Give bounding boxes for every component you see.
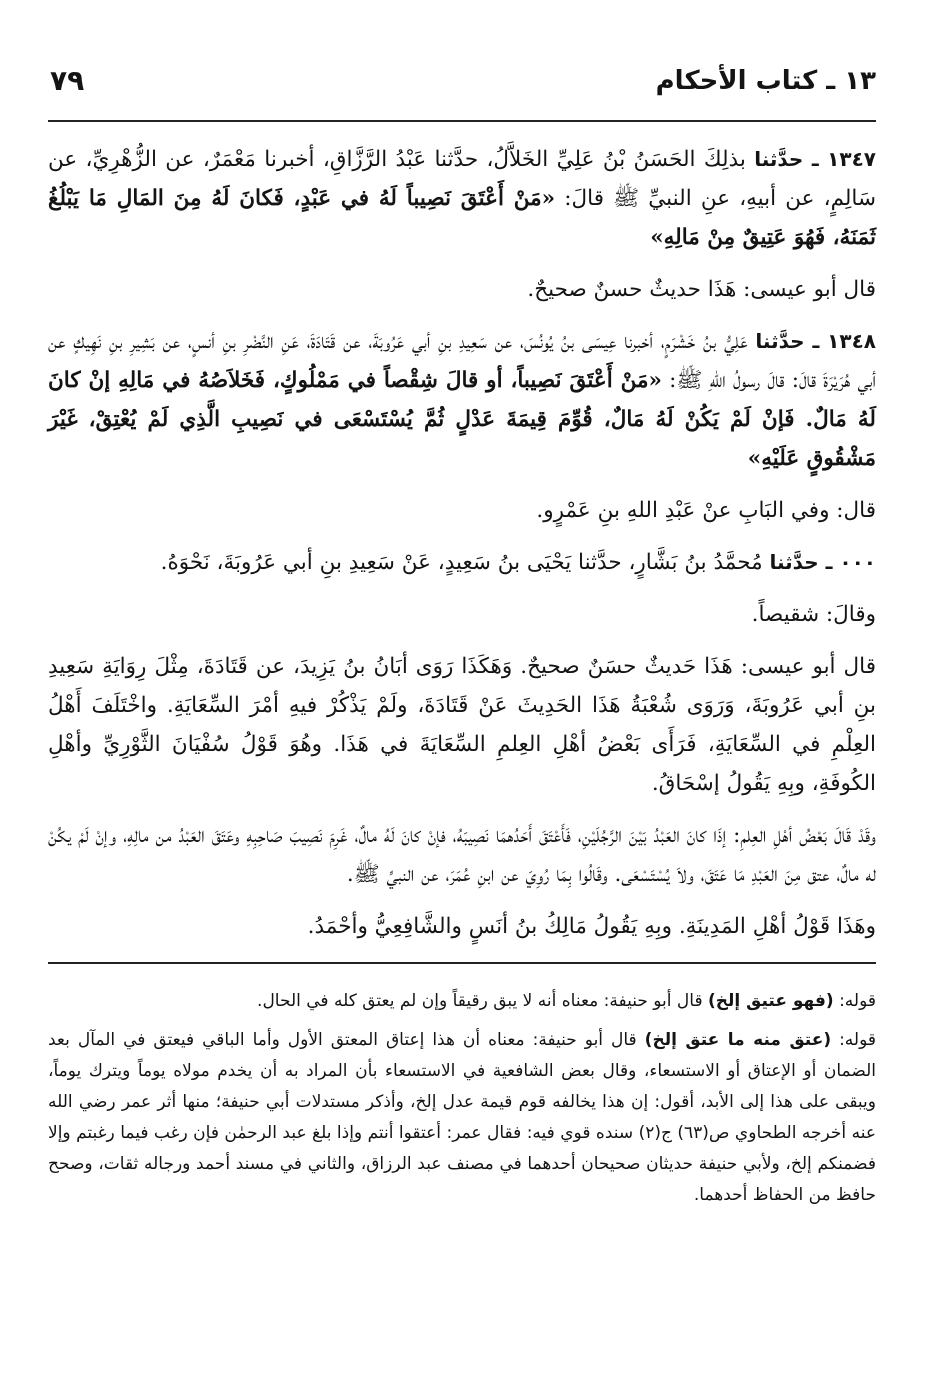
hadith-1348 — [48, 322, 876, 478]
footnote-tag: (فهو عتيق إلخ) — [707, 991, 834, 1011]
commentary-paragraph: قال أبو عيسى: هَذَا حَديثٌ حسَنٌ صحيحٌ. وَهَكَذَا رَوَى أبَانُ بنُ يَزِيدَ، عن قَتَادَةَ، مِثْلَ رِوَايَةِ سَعِيدِ بنِ أبي عَرُوبَةَ، وَرَوَى شُعْبَةُ هَذَا الحَدِيثَ عَنْ قَتَادَةَ، ولَمْ يَذْكُرْ فيهِ أمْرَ السِّعَايَةِ. واخْتَلَفَ أَهْلُ العِلْمِ في السِّعَايَةِ، فَرَأَى بَعْضُ أهْلِ العِلمِ السِّعَايَةَ في هَذَا. وهُوَ قَوْلُ سُفْيَانَ الثَّوْرِيِّ وأهْلِ الكُوفَةِ، وبِهِ يَقُولُ إسْحَاقُ. — [48, 654, 876, 796]
footnote — [48, 986, 876, 1017]
bab-note: قال: وفي البَابِ عنْ عَبْدِ اللهِ بنِ عَمْرٍو. — [536, 498, 876, 523]
footnote-text: قال أبو حنيفة: معناه أنه لا يبق رقيقاً وإن لم يعتق كله في الحال. — [257, 991, 703, 1011]
footnotes — [48, 986, 876, 1211]
wa-qala-note: وقالَ: شقيصاً. — [751, 602, 876, 627]
hadith-isnad: بذلِكَ الحَسَنُ بْنُ عَلِيِّ الخَلاَّلُ، حدَّثنا عَبْدُ الرَّزَّاقِ، أخبرنا مَعْمَرٌ، عن الزُّهْرِيِّ، عن سَالِمٍ، عن أبيهِ، عنِ النبيِّ ﷺ قالَ: — [48, 147, 876, 211]
footnote-prefix: قوله: — [839, 991, 876, 1011]
grading-note: قال أبو عيسى: هَذَا حديثٌ حسنٌ صحيحٌ. — [527, 277, 876, 302]
footnote-text: قال أبو حنيفة: معناه أن هذا إعتاق المعتق الأول وأما الباقي فيعتق في المآل بعد الضمان أو الإعتاق أو الاستسعاء، وقال بعض الشافعية في الاستسعاء بأن المراد به أن يخدم مولاه يوماً ويترك يوماً، ويبقى على هذا إلى الأبد، أقول: إن هذا يخالفه قوم قيمة عدل إلخ، وأذكر مستدلات أبي حنيفة؛ منها أثر عمر رضي الله عنه أخرجه الطحاوي ص(٦٣) ج(٢) سنده قوي فيه: فقال عمر: أعتقوا أنتم وإذا بلغ عبد الرحمٰن فإن رغب فيما رغبتم وإلا فضمنكم إلخ، ولأبي حنيفة حديثان صحيحان أحدهما في مصنف عبد الرزاق، والثاني في مسند أحمد ورجاله ثقات، وصحح حافظ من الحفاظ أحدهما. — [48, 1030, 876, 1205]
footnote — [48, 1025, 876, 1211]
hadith-matn: «مَنْ أَعْتَقَ نَصِيباً لَهُ في عَبْدٍ، فَكانَ لَهُ مِنَ المَالِ مَا يَبْلُغُ ثَمَنَهُ، فَهُوَ عَتِيقٌ مِنْ مَالِهِ» — [48, 186, 876, 250]
hadith-000 — [48, 543, 876, 582]
footnote-rule — [48, 962, 876, 964]
hadith-matn: «مَنْ أَعْتَقَ نَصِيباً، أو قالَ شِقْصاً في مَمْلُوكٍ، فَخَلاَصُهُ في مَالِهِ إنْ كانَ لَهُ مَالٌ. فَإنْ لَمْ يَكُنْ لَهُ مَالٌ، قُوِّمَ قِيمَةَ عَدْلٍ ثُمَّ يُسْتَسْعَى في نَصِيبِ الَّذِي لَمْ يُعْتِقْ، غَيْرَ مَشْقُوقٍ عَلَيْهِ» — [48, 368, 876, 471]
page-number: ٧٩ — [50, 64, 85, 97]
hadith-1347 — [48, 140, 876, 257]
hadith-text: مُحمَّدُ بنُ بَشَّارٍ، حدَّثنا يَحْيَى بنُ سَعِيدٍ، عَنْ سَعِيدِ بنِ أبي عَرُوبَةَ، نَحْوَهُ. — [160, 550, 763, 575]
footnote-prefix: قوله: — [839, 1030, 877, 1050]
footnote-tag: (عتق منه ما عتق إلخ) — [644, 1030, 832, 1050]
hadith-number: ١٣٤٧ ـ حدَّثنا — [754, 147, 876, 171]
chapter-title: ١٣ ـ كتاب الأحكام — [655, 66, 876, 96]
hadith-isnad: عَلِيُّ بنُ خَشْرَمٍ، أخبرنا عِيسَى بنُ يُونُسَ، عن سَعِيدِ بنِ أبي عَرُوبَةَ، عن قَتَادَةَ، عَنِ النَّضْرِ بنِ أنسٍ، عن بَشِيرِ بنِ نَهِيكٍ عن أبي هُرَيْرَةَ قالَ: قالَ رسولُ اللهِ ﷺ: — [48, 329, 876, 393]
hadith-number: ٠٠٠ ـ حدَّثنا — [769, 550, 876, 574]
header-rule — [48, 120, 876, 122]
hadith-number: ١٣٤٨ ـ حدَّثنا — [755, 329, 876, 353]
commentary-paragraph: وهَذَا قَوْلُ أهْلِ المَدِينَةِ. وبِهِ يَقُولُ مَالِكُ بنُ أنَسٍ والشَّافِعِيُّ وأحْمَدُ. — [307, 914, 876, 939]
main-text — [48, 140, 876, 946]
running-header — [48, 60, 876, 106]
book-page — [48, 60, 876, 1360]
commentary-paragraph: وقَدْ قَالَ بَعْضُ أهْلِ العِلمِ: إذَا كانَ العَبْدُ بَيْنَ الرَّجُلَيْنِ، فَأَعْتَقَ أَحَدُهمَا نَصِيبَهُ، فإنْ كانَ لَهُ مالٌ، غَرِمَ نَصِيبَ صَاحِبِهِ وعَتَقَ العَبْدُ من مالِهِ، وإنْ لَمْ يكُنْ له مالٌ، عتق مِنَ العَبْدِ مَا عَتَقَ، ولاَ يُسْتَسْعَى. وقَالُوا بِمَا رُوِيَ عن ابنِ عُمَرَ، عن النبيِّ ﷺ. — [48, 823, 876, 887]
